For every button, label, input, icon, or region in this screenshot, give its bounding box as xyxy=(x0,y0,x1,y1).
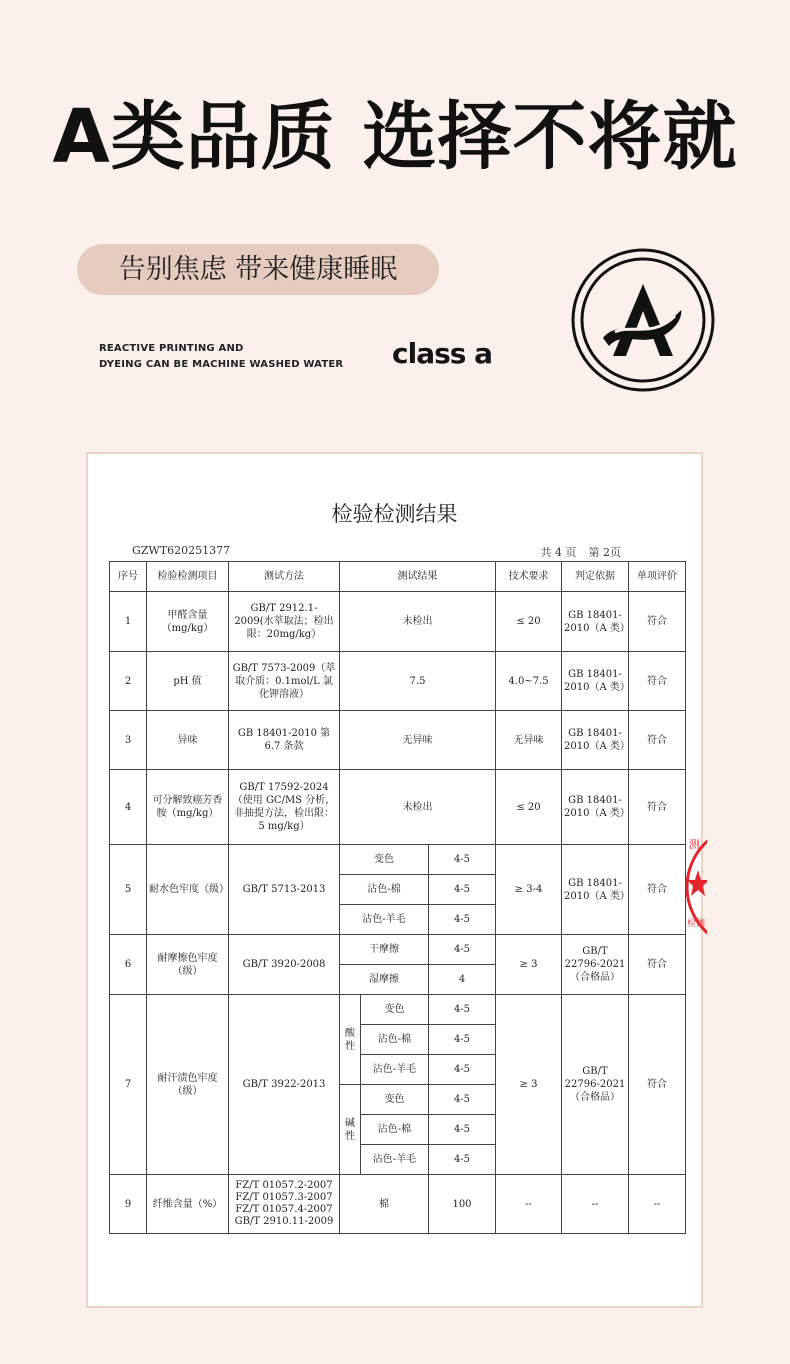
row-result: 未检出 xyxy=(340,770,496,845)
sub-label: 棉 xyxy=(340,1175,429,1234)
sub-value: 4-5 xyxy=(429,1055,496,1085)
row-basis: GB/T 22796-2021（合格品） xyxy=(562,995,629,1175)
row-item: 甲醛含量（mg/kg） xyxy=(147,592,229,652)
table-row xyxy=(110,1175,686,1234)
row-seq: 3 xyxy=(110,711,147,770)
table-row xyxy=(110,995,686,1025)
row-basis: GB 18401-2010（A 类） xyxy=(562,652,629,711)
sub-label: 沾色-羊毛 xyxy=(340,905,429,935)
table-row xyxy=(110,711,686,770)
sub-value: 4-5 xyxy=(429,845,496,875)
method-line: FZ/T 01057.4-2007 xyxy=(235,1204,333,1215)
row-verdict: 符合 xyxy=(629,711,686,770)
results-table xyxy=(109,561,686,1234)
report-title: 检验检测结果 xyxy=(331,502,458,526)
alkali-label: 碱性 xyxy=(340,1085,361,1175)
row-item: pH 值 xyxy=(147,652,229,711)
row-method: GB/T 2912.1-2009(水萃取法；检出限：20mg/kg） xyxy=(229,592,340,652)
sub-label: 沾色-羊毛 xyxy=(361,1055,429,1085)
table-row xyxy=(110,935,686,965)
brand-wordmark: class a xyxy=(392,337,493,370)
row-basis: GB 18401-2010（A 类） xyxy=(562,845,629,935)
sub-label: 湿摩擦 xyxy=(340,965,429,995)
row-requirement: ≤ 20 xyxy=(496,592,562,652)
tagline-line-1: REACTIVE PRINTING AND xyxy=(99,343,244,354)
sub-label: 干摩擦 xyxy=(340,935,429,965)
row-item: 耐水色牢度（级） xyxy=(147,845,229,935)
row-seq: 4 xyxy=(110,770,147,845)
row-requirement: ≤ 20 xyxy=(496,770,562,845)
total-pages: 共 4 页 xyxy=(540,546,577,559)
svg-text:测: 测 xyxy=(689,838,700,851)
row-result: 7.5 xyxy=(340,652,496,711)
header-seq: 序号 xyxy=(110,562,147,592)
row-item: 耐摩擦色牢度（级） xyxy=(147,935,229,995)
method-line: GB/T 2910.11-2009 xyxy=(234,1216,334,1227)
sub-value: 4-5 xyxy=(429,935,496,965)
row-item: 异味 xyxy=(147,711,229,770)
table-row xyxy=(110,845,686,875)
svg-text:检测: 检测 xyxy=(687,919,706,929)
row-basis: -- xyxy=(562,1175,629,1234)
sub-value: 4-5 xyxy=(429,1085,496,1115)
red-inspection-stamp-icon xyxy=(681,822,707,952)
row-method xyxy=(229,1175,340,1234)
row-item: 纤维含量（%） xyxy=(147,1175,229,1234)
test-report xyxy=(86,452,706,1308)
tagline xyxy=(99,341,379,373)
row-seq: 7 xyxy=(110,995,147,1175)
row-seq: 9 xyxy=(110,1175,147,1234)
row-requirement: ≥ 3 xyxy=(496,935,562,995)
header-basis: 判定依据 xyxy=(562,562,629,592)
row-item: 可分解致癌芳香胺（mg/kg） xyxy=(147,770,229,845)
row-method: GB/T 7573-2009（萃取介质：0.1mol/L 氯化钾溶液） xyxy=(229,652,340,711)
row-basis: GB 18401-2010（A 类） xyxy=(562,711,629,770)
row-verdict: 符合 xyxy=(629,995,686,1175)
row-verdict: 符合 xyxy=(629,845,686,935)
header-item: 检验检测项目 xyxy=(147,562,229,592)
row-verdict: 符合 xyxy=(629,935,686,995)
sub-value: 4-5 xyxy=(429,995,496,1025)
row-seq: 5 xyxy=(110,845,147,935)
acid-label: 酸性 xyxy=(340,995,361,1085)
row-method: GB/T 17592-2024（使用 GC/MS 分析，非抽提方法，检出限：5 mg/kg） xyxy=(229,770,340,845)
row-basis: GB 18401-2010（A 类） xyxy=(562,770,629,845)
sub-value: 4-5 xyxy=(429,1115,496,1145)
method-line: FZ/T 01057.2-2007 xyxy=(235,1180,333,1191)
row-requirement: 无异味 xyxy=(496,711,562,770)
sub-label: 沾色-棉 xyxy=(340,875,429,905)
row-result: 未检出 xyxy=(340,592,496,652)
row-verdict: 符合 xyxy=(629,770,686,845)
header-result: 测试结果 xyxy=(340,562,496,592)
row-method: GB/T 3920-2008 xyxy=(229,935,340,995)
table-header-row xyxy=(110,562,686,592)
row-seq: 1 xyxy=(110,592,147,652)
sub-label: 变色 xyxy=(340,845,429,875)
sub-value: 4-5 xyxy=(429,1025,496,1055)
row-method: GB/T 5713-2013 xyxy=(229,845,340,935)
row-requirement: ≥ 3-4 xyxy=(496,845,562,935)
report-number: GZWT620251377 xyxy=(132,544,231,557)
sub-value: 4 xyxy=(429,965,496,995)
row-basis: GB 18401-2010（A 类） xyxy=(562,592,629,652)
report-page-info xyxy=(529,544,622,560)
sub-label: 沾色-棉 xyxy=(361,1025,429,1055)
sub-value: 4-5 xyxy=(429,875,496,905)
sub-value: 100 xyxy=(429,1175,496,1234)
row-item: 耐汗渍色牢度（级） xyxy=(147,995,229,1175)
row-verdict: 符合 xyxy=(629,592,686,652)
row-result: 无异味 xyxy=(340,711,496,770)
method-line: FZ/T 01057.3-2007 xyxy=(235,1192,333,1203)
row-requirement: 4.0~7.5 xyxy=(496,652,562,711)
row-method: GB 18401-2010 第 6.7 条款 xyxy=(229,711,340,770)
row-seq: 2 xyxy=(110,652,147,711)
table-row xyxy=(110,652,686,711)
header-method: 测试方法 xyxy=(229,562,340,592)
tagline-line-2: DYEING CAN BE MACHINE WASHED WATER xyxy=(99,359,344,370)
sub-value: 4-5 xyxy=(429,1145,496,1175)
sub-label: 变色 xyxy=(361,995,429,1025)
current-page: 第 2页 xyxy=(588,546,621,559)
slogan-pill: 告别焦虑 带来健康睡眠 xyxy=(77,244,439,295)
table-row xyxy=(110,592,686,652)
class-a-logo-icon xyxy=(571,248,715,392)
header-verdict: 单项评价 xyxy=(629,562,686,592)
sub-value: 4-5 xyxy=(429,905,496,935)
row-method: GB/T 3922-2013 xyxy=(229,995,340,1175)
row-verdict: 符合 xyxy=(629,652,686,711)
sub-label: 沾色-棉 xyxy=(361,1115,429,1145)
header-requirement: 技术要求 xyxy=(496,562,562,592)
table-row xyxy=(110,770,686,845)
headline: A类品质 选择不将就 xyxy=(52,94,738,180)
row-basis: GB/T 22796-2021（合格品） xyxy=(562,935,629,995)
row-verdict: -- xyxy=(629,1175,686,1234)
sub-label: 沾色-羊毛 xyxy=(361,1145,429,1175)
sub-label: 变色 xyxy=(361,1085,429,1115)
row-requirement: ≥ 3 xyxy=(496,995,562,1175)
row-seq: 6 xyxy=(110,935,147,995)
row-requirement: -- xyxy=(496,1175,562,1234)
